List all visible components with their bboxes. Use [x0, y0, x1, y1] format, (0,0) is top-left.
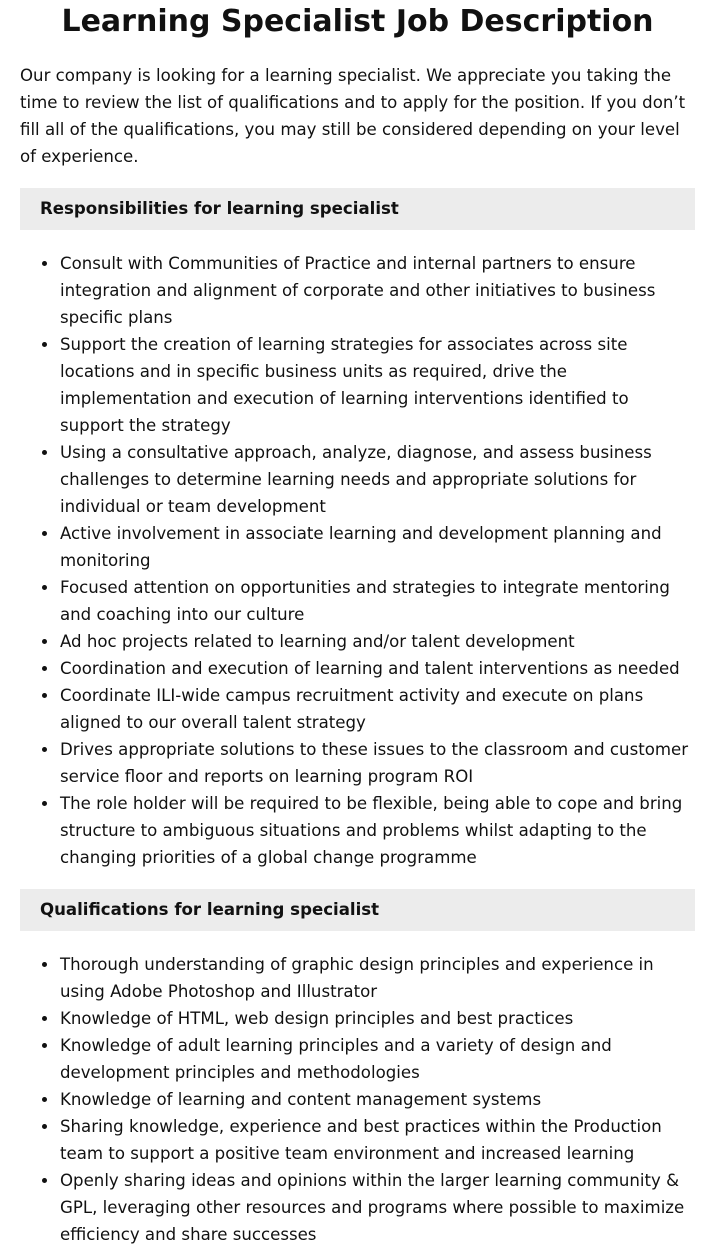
qualifications-heading: Qualifications for learning specialist [20, 889, 695, 931]
list-item: Thorough understanding of graphic design principles and experience in using Adobe Photoshop and Illustrator [60, 951, 695, 1005]
list-item: Coordinate ILI-wide campus recruitment activity and execute on plans aligned to our overall talent strategy [60, 682, 695, 736]
list-item: Support the creation of learning strategies for associates across site locations and in specific business units as required, drive the implementation and execution of learning interventions identified to support the strategy [60, 331, 695, 439]
list-item: Drives appropriate solutions to these issues to the classroom and customer service floor and reports on learning program ROI [60, 736, 695, 790]
list-item: Consult with Communities of Practice and internal partners to ensure integration and alignment of corporate and other initiatives to business specific plans [60, 250, 695, 331]
list-item: The role holder will be required to be flexible, being able to cope and bring structure to ambiguous situations and problems whilst adapting to the changing priorities of a global change programme [60, 790, 695, 871]
list-item: Openly sharing ideas and opinions within the larger learning community & GPL, leveraging other resources and programs where possible to maximize efficiency and share successes [60, 1167, 695, 1248]
list-item: Using a consultative approach, analyze, diagnose, and assess business challenges to determine learning needs and appropriate solutions for individual or team development [60, 439, 695, 520]
responsibilities-list [20, 250, 695, 871]
intro-paragraph: Our company is looking for a learning specialist. We appreciate you taking the time to review the list of qualifications and to apply for the position. If you don’t fill all of the qualifications, you may still be considered depending on your level of experience. [20, 66, 686, 166]
list-item: Coordination and execution of learning and talent interventions as needed [60, 655, 695, 682]
page-title: Learning Specialist Job Description [61, 4, 654, 39]
list-item: Focused attention on opportunities and strategies to integrate mentoring and coaching into our culture [60, 574, 695, 628]
list-item: Ad hoc projects related to learning and/or talent development [60, 628, 695, 655]
list-item: Knowledge of learning and content management systems [60, 1086, 695, 1113]
responsibilities-heading: Responsibilities for learning specialist [20, 188, 695, 230]
qualifications-list [20, 951, 695, 1248]
list-item: Sharing knowledge, experience and best practices within the Production team to support a positive team environment and increased learning [60, 1113, 695, 1167]
list-item: Knowledge of HTML, web design principles and best practices [60, 1005, 695, 1032]
list-item: Active involvement in associate learning and development planning and monitoring [60, 520, 695, 574]
list-item: Knowledge of adult learning principles and a variety of design and development principles and methodologies [60, 1032, 695, 1086]
